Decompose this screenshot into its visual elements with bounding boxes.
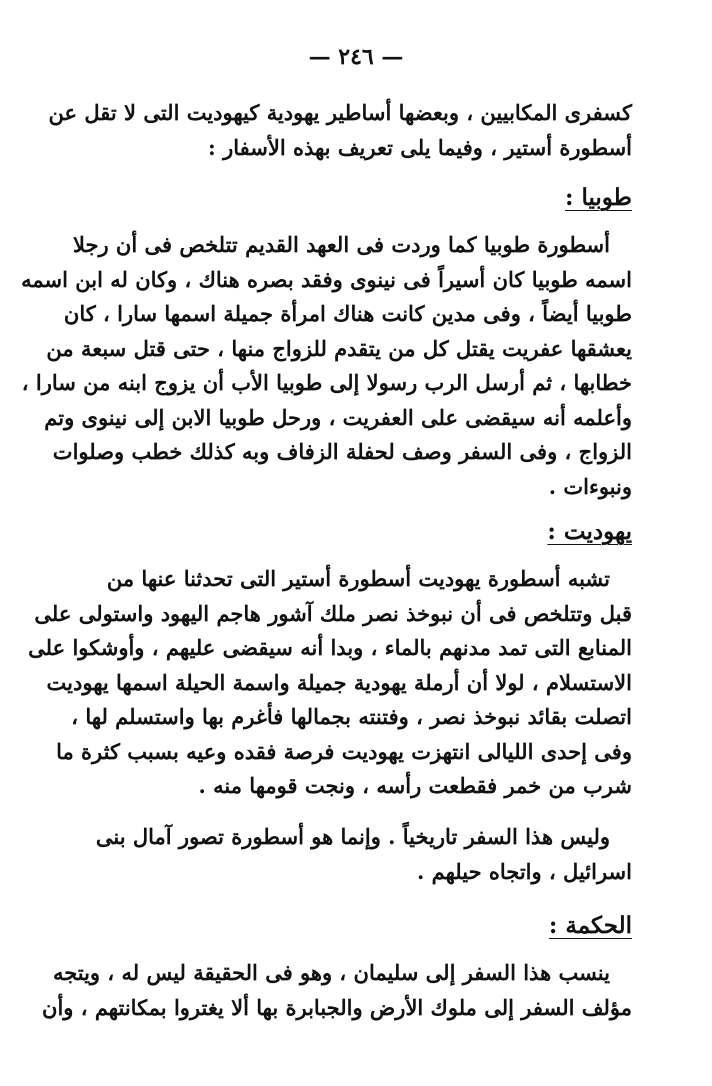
paragraph-line: وأعلمه أنه سيقضى على العفريت ، ورحل طوبيا الابن إلى نينوى وتم: [44, 404, 632, 430]
paragraph-line: المنابع التى تمد مدنهم بالماء ، وبدا أنه سيقضى عليهم ، وأوشكوا على: [28, 635, 632, 660]
paragraph-line: طوبيا أيضاً ، وفى مدين كانت هناك امرأة جميلة اسمها سارا ، كان: [63, 301, 632, 326]
paragraph-line: خطابها ، ثم أرسل الرب رسولا إلى طوبيا الأب أن يزوج ابنه من سارا ،: [21, 370, 632, 395]
paragraph-line: يعشقها عفريت يقتل كل من يتقدم للزواج منها ، حتى قتل سبعة من: [46, 335, 632, 361]
paragraph-line: ونبوءات .: [548, 473, 632, 499]
paragraph-line: كسفرى المكابيين ، وبعضها أساطير يهودية كيهوديت التى لا تقل عن: [48, 100, 632, 125]
paragraph-line: ينسب هذا السفر إلى سليمان ، وهو فى الحقيقة ليس له ، ويتجه: [52, 960, 610, 985]
paragraph-line: تشبه أسطورة يهوديت أسطورة أستير التى تحدثنا عنها من: [106, 566, 610, 591]
paragraph-line: أسطورة طوبيا كما وردت فى العهد القديم تتلخص فى أن رجلا: [72, 232, 610, 257]
paragraph-line: وليس هذا السفر تاريخياً . وإنما هو أسطورة تصور آمال بنى: [95, 824, 610, 849]
section-heading-tobit: طوبيا :: [564, 184, 632, 211]
section-paragraph-judith-note: [62, 820, 632, 889]
paragraph-line: اتصلت بقائد نبوخذ نصر ، وفتنته بجمالها فأغرم بها واستسلم لها ،: [71, 704, 632, 729]
paragraph-line: شرب من خمر فقطعت رأسه ، ونجت قومها منه .: [198, 773, 632, 798]
paragraph-line: وفى إحدى الليالى انتهزت يهوديت فرصة فقده وعيه بسبب كثرة ما: [56, 738, 632, 764]
paragraph-line: قبل وتتلخص فى أن نبوخذ نصر ملك آشور هاجم اليهود واستولى على: [34, 600, 632, 626]
page-number: — ٢٤٦ —: [308, 44, 404, 70]
section-heading-judith: يهوديت :: [547, 518, 632, 545]
paragraph-line: الزواج ، وفى السفر وصف لحفلة الزفاف وبه كذلك خطب وصلوات: [52, 439, 632, 464]
paragraph-line: اسرائيل ، واتجاه حيلهم .: [417, 858, 632, 884]
paragraph-line: مؤلف السفر إلى ملوك الأرض والجبابرة بها ألا يغتروا بمكانتهم ، وأن: [42, 994, 632, 1020]
paragraph-line: اسمه طوبيا كان أسيراً فى نينوى وفقد بصره هناك ، وكان له ابن اسمه: [21, 266, 632, 292]
section-paragraph-judith: [28, 562, 632, 804]
section-paragraph-tobit: [21, 228, 632, 504]
section-paragraph-wisdom: [42, 956, 632, 1025]
section-heading-wisdom: الحكمة :: [548, 912, 632, 939]
intro-paragraph: [48, 96, 632, 165]
paragraph-line: أسطورة أستير ، وفيما يلى تعريف بهذه الأسفار :: [208, 134, 632, 160]
paragraph-line: الاستسلام ، لولا أن أرملة يهودية جميلة واسمة الحيلة اسمها يهوديت: [46, 669, 632, 695]
